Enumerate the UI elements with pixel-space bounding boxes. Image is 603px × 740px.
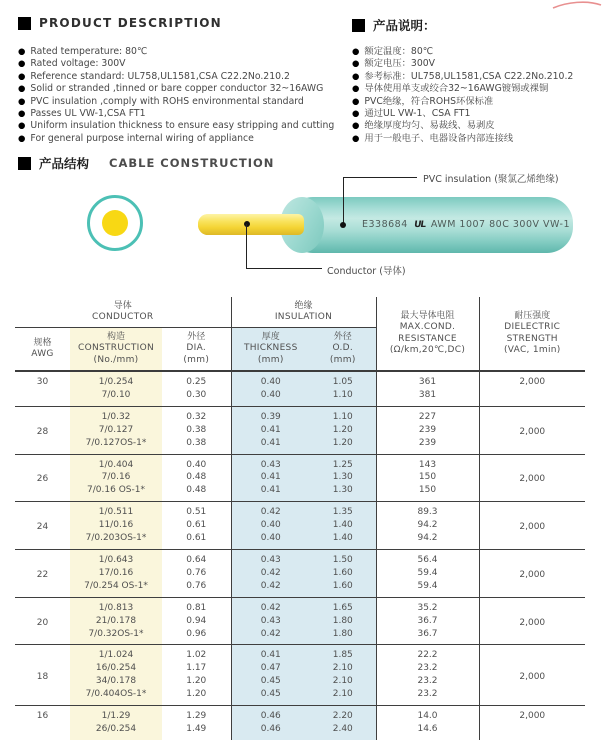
thickness-header-line: THICKNESS bbox=[243, 343, 298, 354]
thickness-cell: 0.41 bbox=[231, 437, 310, 454]
resistance-cell: 143 bbox=[376, 454, 479, 471]
thickness-cell: 0.43 bbox=[231, 454, 310, 471]
table-row bbox=[15, 597, 585, 614]
od-cell: 2.40 bbox=[310, 723, 376, 740]
awg-cell: 24 bbox=[15, 502, 70, 550]
thickness-cell: 0.45 bbox=[231, 688, 310, 705]
construction-cell: 1/0.813 bbox=[70, 597, 162, 614]
spec-item-en bbox=[18, 83, 334, 95]
od-cell: 1.05 bbox=[310, 371, 376, 389]
dia-cell: 0.25 bbox=[162, 371, 231, 389]
construction-cell: 7/0.32OS-1* bbox=[70, 628, 162, 645]
thickness-header-line: (mm) bbox=[257, 354, 284, 365]
bullet-icon: ● bbox=[352, 59, 360, 70]
thickness-cell: 0.45 bbox=[231, 675, 310, 688]
bullet-icon: ● bbox=[18, 133, 26, 144]
bullet-icon: ● bbox=[18, 84, 26, 95]
dia-header-line: (mm) bbox=[183, 354, 210, 365]
construction-cell: 1/0.32 bbox=[70, 406, 162, 423]
spec-item-cn-text: 通过UL VW-1、CSA FT1 bbox=[364, 108, 471, 120]
ul-file-number: E338684 bbox=[362, 219, 408, 230]
thickness-cell: 0.41 bbox=[231, 424, 310, 437]
od-column-header bbox=[310, 328, 376, 372]
product-description-header bbox=[18, 16, 222, 30]
resistance-cell: 35.2 bbox=[376, 597, 479, 614]
thickness-column-header bbox=[231, 328, 310, 372]
thickness-header-line: 厚度 bbox=[261, 331, 280, 342]
thickness-cell: 0.39 bbox=[231, 406, 310, 423]
od-cell: 1.10 bbox=[310, 389, 376, 406]
od-cell: 1.60 bbox=[310, 567, 376, 580]
cable-construction-header bbox=[18, 154, 274, 172]
resistance-cell: 23.2 bbox=[376, 688, 479, 705]
product-notes-title: 产品说明： bbox=[373, 18, 436, 33]
spec-item-cn bbox=[352, 120, 573, 132]
construction-cell: 7/0.127 bbox=[70, 424, 162, 437]
thickness-cell: 0.41 bbox=[231, 484, 310, 501]
spec-item-cn bbox=[352, 133, 573, 145]
od-cell: 1.30 bbox=[310, 471, 376, 484]
resistance-header-line: (Ω/km,20℃,DC) bbox=[389, 345, 466, 355]
dia-column-header bbox=[162, 328, 231, 372]
pvc-leader-vertical bbox=[343, 177, 344, 225]
dia-cell: 0.32 bbox=[162, 406, 231, 423]
awg-cell: 28 bbox=[15, 406, 70, 454]
construction-cell: 16/0.254 bbox=[70, 662, 162, 675]
insulation-group-header bbox=[231, 297, 376, 328]
od-cell: 1.20 bbox=[310, 437, 376, 454]
od-cell: 1.20 bbox=[310, 424, 376, 437]
dielectric-header-line: DIELECTRIC bbox=[504, 322, 561, 332]
dia-cell: 1.49 bbox=[162, 723, 231, 740]
od-cell: 2.10 bbox=[310, 688, 376, 705]
construction-cell: 1/0.511 bbox=[70, 502, 162, 519]
dielectric-cell: 2,000 bbox=[479, 549, 585, 597]
resistance-header-line: RESISTANCE bbox=[398, 333, 457, 344]
resistance-cell: 89.3 bbox=[376, 502, 479, 519]
resistance-cell: 23.2 bbox=[376, 662, 479, 675]
thickness-cell: 0.42 bbox=[231, 597, 310, 614]
ul-logo-icon: UL bbox=[413, 219, 426, 230]
spec-item-en bbox=[18, 58, 334, 70]
construction-header-line: 构造 bbox=[106, 331, 125, 342]
dielectric-header-line: 耐压强度 bbox=[514, 310, 551, 321]
bullet-icon: ● bbox=[18, 121, 26, 132]
pvc-insulation-label: PVC insulation (聚氯乙烯绝缘) bbox=[423, 174, 559, 185]
table-row bbox=[15, 371, 585, 389]
thickness-cell: 0.41 bbox=[231, 645, 310, 662]
resistance-column-header bbox=[376, 297, 479, 371]
spec-item-cn bbox=[352, 96, 573, 108]
bullet-icon: ● bbox=[352, 109, 360, 120]
dielectric-column-header bbox=[479, 297, 585, 371]
construction-cell: 17/0.16 bbox=[70, 567, 162, 580]
dia-cell: 1.02 bbox=[162, 645, 231, 662]
conductor-leader-horizontal bbox=[246, 268, 322, 269]
od-cell: 2.10 bbox=[310, 662, 376, 675]
thickness-cell: 0.41 bbox=[231, 471, 310, 484]
table-row bbox=[15, 549, 585, 566]
spec-item-cn-text: 导体使用单支或绞合32~16AWG镀锡或裸铜 bbox=[364, 83, 549, 95]
bullet-icon: ● bbox=[18, 59, 26, 70]
conductor-group-header bbox=[15, 297, 231, 328]
od-cell: 1.80 bbox=[310, 615, 376, 628]
od-cell: 1.80 bbox=[310, 628, 376, 645]
bullet-icon: ● bbox=[352, 121, 360, 132]
awg-cell: 18 bbox=[15, 645, 70, 706]
black-square-icon bbox=[18, 17, 31, 30]
spec-item-en-text: Rated temperature: 80℃ bbox=[30, 46, 148, 57]
resistance-cell: 227 bbox=[376, 406, 479, 423]
cable-print-text bbox=[362, 219, 570, 230]
od-cell: 1.40 bbox=[310, 519, 376, 532]
dia-cell: 0.40 bbox=[162, 454, 231, 471]
construction-header-line: CONSTRUCTION bbox=[77, 343, 154, 354]
construction-cell: 11/0.16 bbox=[70, 519, 162, 532]
cropped-logo-artifact bbox=[551, 0, 603, 10]
spec-item-cn-text: 用于一般电子、电器设备内部连接线 bbox=[364, 132, 514, 144]
spec-item-en-text: Solid or stranded ,tinned or bare copper conductor 32~16AWG bbox=[30, 83, 324, 95]
awg-cell: 16 bbox=[15, 706, 70, 740]
conductor-core bbox=[102, 210, 128, 236]
cable-rating-text: AWM 1007 80C 300V VW-1 bbox=[430, 219, 570, 230]
construction-cell: 34/0.178 bbox=[70, 675, 162, 688]
dielectric-cell: 2,000 bbox=[479, 706, 585, 740]
thickness-cell: 0.42 bbox=[231, 580, 310, 597]
thickness-cell: 0.40 bbox=[231, 532, 310, 549]
cable-construction-title-cn: 产品结构 bbox=[39, 156, 90, 171]
construction-cell: 1/0.643 bbox=[70, 549, 162, 566]
resistance-cell: 22.2 bbox=[376, 645, 479, 662]
dielectric-cell: 2,000 bbox=[479, 454, 585, 502]
description-list-cn bbox=[352, 46, 573, 145]
construction-cell: 7/0.127OS-1* bbox=[70, 437, 162, 454]
resistance-cell: 361 bbox=[376, 371, 479, 389]
construction-header-line: (No./mm) bbox=[93, 354, 139, 365]
table-row bbox=[15, 706, 585, 723]
bullet-icon: ● bbox=[352, 133, 360, 144]
table-row bbox=[15, 406, 585, 423]
insulation-group-en: INSULATION bbox=[274, 312, 333, 322]
specification-table bbox=[15, 297, 585, 740]
od-cell: 1.50 bbox=[310, 549, 376, 566]
spec-item-cn-text: 绝缘厚度均匀、易裁线、易剥皮 bbox=[364, 120, 495, 132]
spec-item-en-text: Rated voltage: 300V bbox=[30, 58, 126, 70]
dia-cell: 0.38 bbox=[162, 424, 231, 437]
thickness-cell: 0.40 bbox=[231, 371, 310, 389]
spec-item-en-text: PVC insulation ,comply with ROHS environmental standard bbox=[30, 95, 304, 107]
construction-cell: 7/0.404OS-1* bbox=[70, 688, 162, 705]
construction-cell: 21/0.178 bbox=[70, 615, 162, 628]
od-cell: 2.10 bbox=[310, 675, 376, 688]
od-cell: 1.35 bbox=[310, 502, 376, 519]
thickness-cell: 0.46 bbox=[231, 706, 310, 723]
dia-cell: 0.64 bbox=[162, 549, 231, 566]
resistance-cell: 59.4 bbox=[376, 567, 479, 580]
dielectric-cell: 2,000 bbox=[479, 597, 585, 645]
dia-cell: 0.76 bbox=[162, 580, 231, 597]
awg-cell: 22 bbox=[15, 549, 70, 597]
resistance-cell: 23.2 bbox=[376, 675, 479, 688]
dielectric-cell: 2,000 bbox=[479, 502, 585, 550]
black-square-icon bbox=[352, 19, 365, 32]
resistance-cell: 94.2 bbox=[376, 532, 479, 549]
dia-header-line: DIA. bbox=[186, 343, 207, 354]
spec-item-en-text: For general purpose internal wiring of appliance bbox=[30, 132, 254, 144]
conductor-rod-front bbox=[204, 214, 304, 235]
dia-cell: 0.48 bbox=[162, 471, 231, 484]
resistance-cell: 239 bbox=[376, 437, 479, 454]
conductor-leader-vertical bbox=[246, 224, 247, 269]
thickness-cell: 0.43 bbox=[231, 615, 310, 628]
spec-item-en bbox=[18, 46, 334, 58]
od-header-line: 外径 bbox=[333, 331, 352, 342]
od-cell: 1.30 bbox=[310, 484, 376, 501]
construction-cell: 7/0.16 bbox=[70, 471, 162, 484]
product-notes-header bbox=[352, 16, 436, 34]
resistance-cell: 14.0 bbox=[376, 706, 479, 723]
construction-cell: 7/0.10 bbox=[70, 389, 162, 406]
awg-column-header bbox=[15, 328, 70, 372]
spec-item-en bbox=[18, 133, 334, 145]
black-square-icon bbox=[18, 157, 31, 170]
spec-item-en bbox=[18, 108, 334, 120]
resistance-cell: 56.4 bbox=[376, 549, 479, 566]
spec-item-en bbox=[18, 120, 334, 132]
resistance-cell: 14.6 bbox=[376, 723, 479, 740]
spec-item-en-text: Uniform insulation thickness to ensure easy stripping and cutting bbox=[30, 120, 335, 132]
cable-construction-title-en: CABLE CONSTRUCTION bbox=[109, 156, 275, 170]
od-cell: 1.40 bbox=[310, 532, 376, 549]
awg-cell: 30 bbox=[15, 371, 70, 406]
conductor-group-cn: 导体 bbox=[113, 300, 132, 311]
thickness-cell: 0.42 bbox=[231, 567, 310, 580]
dia-cell: 0.94 bbox=[162, 615, 231, 628]
spec-item-en-text: Passes UL VW-1,CSA FT1 bbox=[30, 108, 146, 120]
thickness-cell: 0.40 bbox=[231, 519, 310, 532]
dia-cell: 0.81 bbox=[162, 597, 231, 614]
spec-item-cn bbox=[352, 46, 573, 58]
cable-cross-section bbox=[87, 195, 143, 251]
spec-item-cn-text: 参考标准：UL758,UL1581,CSA C22.2No.210.2 bbox=[364, 70, 574, 82]
description-list-en bbox=[18, 46, 334, 145]
resistance-cell: 381 bbox=[376, 389, 479, 406]
product-description-title: PRODUCT DESCRIPTION bbox=[39, 16, 222, 30]
dia-cell: 0.76 bbox=[162, 567, 231, 580]
od-cell: 1.65 bbox=[310, 597, 376, 614]
dia-cell: 0.30 bbox=[162, 389, 231, 406]
table-row bbox=[15, 502, 585, 519]
conductor-group-en: CONDUCTOR bbox=[92, 312, 154, 322]
spec-item-cn-text: 额定温度：80℃ bbox=[364, 46, 434, 57]
od-cell: 1.25 bbox=[310, 454, 376, 471]
dia-cell: 0.61 bbox=[162, 532, 231, 549]
thickness-cell: 0.40 bbox=[231, 389, 310, 406]
bullet-icon: ● bbox=[18, 96, 26, 107]
bullet-icon: ● bbox=[352, 47, 360, 57]
construction-cell: 1/1.29 bbox=[70, 706, 162, 723]
dielectric-cell: 2,000 bbox=[479, 645, 585, 706]
resistance-cell: 150 bbox=[376, 484, 479, 501]
resistance-header-line: MAX.COND. bbox=[399, 322, 456, 332]
dia-cell: 1.20 bbox=[162, 688, 231, 705]
bullet-icon: ● bbox=[18, 109, 26, 120]
construction-cell: 26/0.254 bbox=[70, 723, 162, 740]
bullet-icon: ● bbox=[352, 96, 360, 107]
spec-item-cn-text: PVC绝缘，符合ROHS环保标准 bbox=[364, 95, 494, 107]
dielectric-header-line: STRENGTH bbox=[506, 333, 558, 344]
dia-cell: 1.17 bbox=[162, 662, 231, 675]
awg-header-line: 规格 bbox=[33, 337, 52, 348]
dielectric-cell: 2,000 bbox=[479, 371, 585, 406]
table-row bbox=[15, 645, 585, 662]
awg-cell: 20 bbox=[15, 597, 70, 645]
od-cell: 1.85 bbox=[310, 645, 376, 662]
resistance-cell: 59.4 bbox=[376, 580, 479, 597]
od-cell: 2.20 bbox=[310, 706, 376, 723]
dielectric-cell: 2,000 bbox=[479, 406, 585, 454]
insulation-group-cn: 绝缘 bbox=[294, 300, 313, 311]
spec-item-cn-text: 额定电压：300V bbox=[364, 58, 436, 70]
bullet-icon: ● bbox=[352, 84, 360, 95]
bullet-icon: ● bbox=[18, 47, 26, 57]
resistance-cell: 36.7 bbox=[376, 615, 479, 628]
dia-cell: 1.20 bbox=[162, 675, 231, 688]
spec-item-cn bbox=[352, 58, 573, 70]
od-cell: 1.60 bbox=[310, 580, 376, 597]
table-row bbox=[15, 454, 585, 471]
conductor-label: Conductor (导体) bbox=[327, 266, 406, 277]
spec-item-cn bbox=[352, 83, 573, 95]
dia-cell: 0.51 bbox=[162, 502, 231, 519]
spec-item-en bbox=[18, 96, 334, 108]
construction-cell: 1/0.404 bbox=[70, 454, 162, 471]
spec-item-cn bbox=[352, 108, 573, 120]
dia-cell: 1.29 bbox=[162, 706, 231, 723]
thickness-cell: 0.42 bbox=[231, 628, 310, 645]
dielectric-header-line: (VAC, 1min) bbox=[503, 345, 561, 355]
pvc-leader-dot bbox=[340, 222, 346, 228]
construction-cell: 7/0.254 OS-1* bbox=[70, 580, 162, 597]
dia-cell: 0.61 bbox=[162, 519, 231, 532]
bullet-icon: ● bbox=[18, 71, 26, 82]
dia-header-line: 外径 bbox=[187, 331, 206, 342]
resistance-header-line: 最大导体电阻 bbox=[400, 310, 455, 321]
dia-cell: 0.96 bbox=[162, 628, 231, 645]
dia-cell: 0.48 bbox=[162, 484, 231, 501]
od-cell: 1.10 bbox=[310, 406, 376, 423]
resistance-cell: 36.7 bbox=[376, 628, 479, 645]
resistance-cell: 94.2 bbox=[376, 519, 479, 532]
construction-cell: 1/1.024 bbox=[70, 645, 162, 662]
pvc-leader-horizontal bbox=[343, 177, 417, 178]
construction-column-header bbox=[70, 328, 162, 372]
spec-item-en bbox=[18, 71, 334, 83]
od-header-line: O.D. bbox=[332, 343, 354, 354]
od-header-line: (mm) bbox=[329, 354, 356, 365]
construction-cell: 7/0.16 OS-1* bbox=[70, 484, 162, 501]
thickness-cell: 0.47 bbox=[231, 662, 310, 675]
resistance-cell: 239 bbox=[376, 424, 479, 437]
spec-item-en-text: Reference standard: UL758,UL1581,CSA C22.2No.210.2 bbox=[30, 70, 290, 82]
bullet-icon: ● bbox=[352, 71, 360, 82]
spec-item-cn bbox=[352, 71, 573, 83]
construction-cell: 7/0.203OS-1* bbox=[70, 532, 162, 549]
construction-cell: 1/0.254 bbox=[70, 371, 162, 389]
thickness-cell: 0.42 bbox=[231, 502, 310, 519]
awg-header-line: AWG bbox=[31, 349, 54, 359]
thickness-cell: 0.46 bbox=[231, 723, 310, 740]
dia-cell: 0.38 bbox=[162, 437, 231, 454]
thickness-cell: 0.43 bbox=[231, 549, 310, 566]
awg-cell: 26 bbox=[15, 454, 70, 502]
resistance-cell: 150 bbox=[376, 471, 479, 484]
